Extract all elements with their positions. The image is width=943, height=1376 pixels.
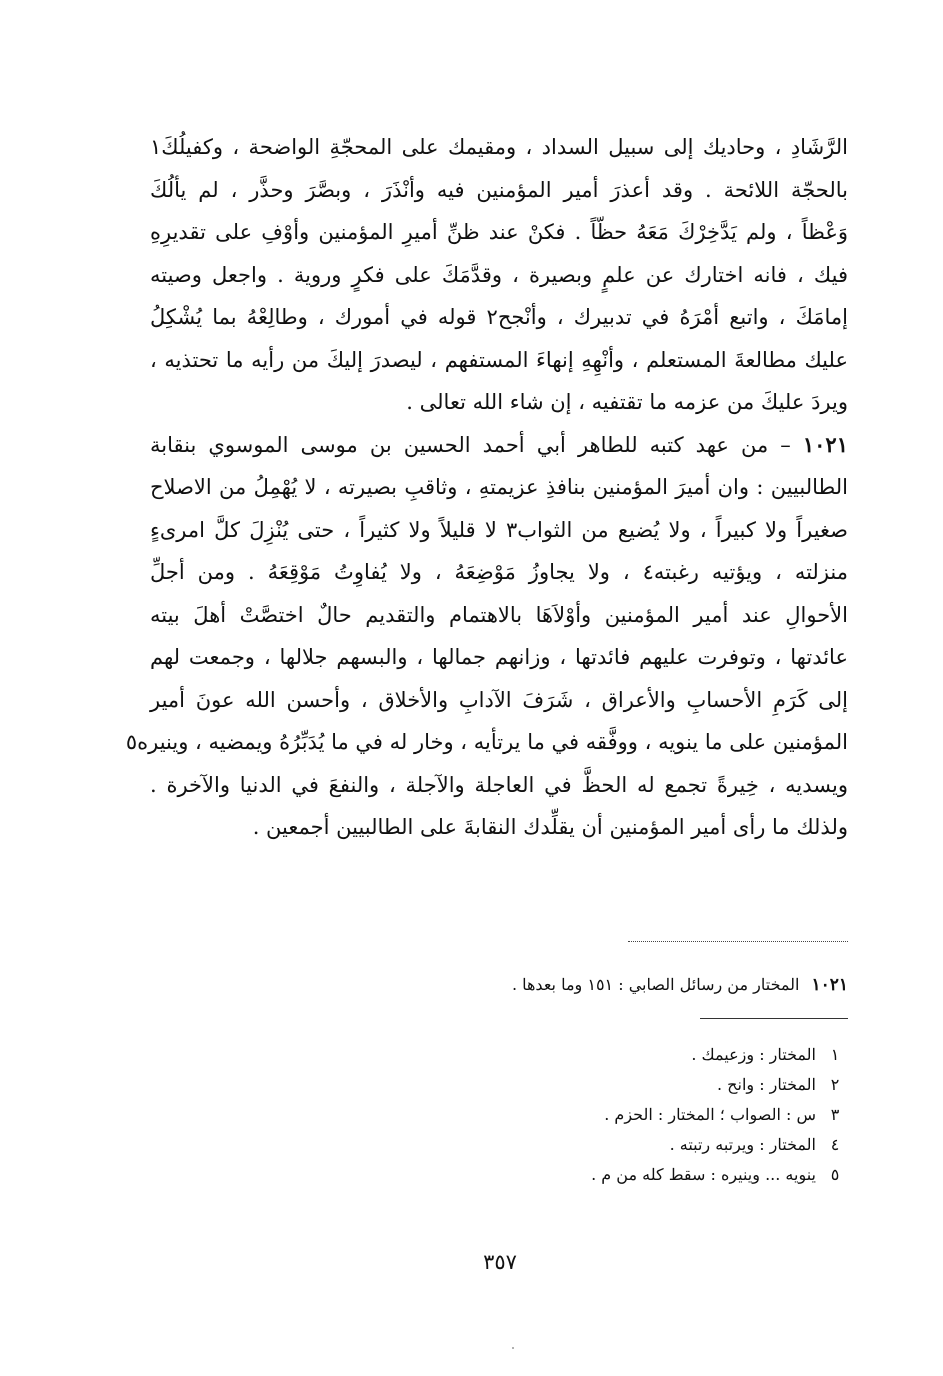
footnote-number: ٥ bbox=[830, 1165, 840, 1184]
dotted-separator bbox=[628, 941, 848, 942]
text-line: الأحوالِ عند أمير المؤمنين وأوْلاَهَا بالاهتمام والتقديم حالٌ اختصَّتْ أهلَ بيته bbox=[150, 602, 848, 627]
footnote bbox=[400, 1100, 848, 1130]
entry-heading-line bbox=[150, 424, 848, 467]
entry-first-line: – من عهد كتبه للطاهر أبي أحمد الحسين بن موسى الموسوي بنقابة bbox=[150, 432, 803, 457]
text-line: وَعْظاً ، ولم يَدَّخِرْكَ مَعَهُ حظّاً . فكنْ عند ظنِّ أميرِ المؤمنين وأوْفِ على تقديرِهِ bbox=[150, 220, 848, 244]
footnote-text: المختار : ويرتبه رتبته . bbox=[669, 1135, 816, 1154]
source-note-text: المختار من رسائل الصابي : ١٥١ وما بعدها . bbox=[511, 975, 800, 994]
main-text bbox=[125, 126, 848, 849]
footnote-number: ٣ bbox=[830, 1105, 840, 1124]
scan-speck bbox=[512, 1347, 514, 1349]
page-number: ٣٥٧ bbox=[483, 1250, 517, 1274]
footnote-number: ١ bbox=[830, 1045, 840, 1064]
text-line: إلى كَرَمِ الأحسابِ والأعراق ، شَرَفَ الآدابِ والأخلاق ، وأحسن الله عونَ أمير bbox=[150, 687, 848, 712]
footnote bbox=[400, 1160, 848, 1190]
text-line: صغيراً ولا كبيراً ، ولا يُضيع من الثواب٣ لا قليلاً ولا كثيراً ، حتى يُنْزِلَ كلَّ امرىءٍ bbox=[150, 517, 848, 542]
text-line: ويسديه ، خِيرةً تجمع له الحظَّ في العاجلة والآجلة ، والنفعَ في الدنيا والآخرة . bbox=[150, 772, 848, 797]
footnotes bbox=[400, 1040, 848, 1190]
footnote-text: ينويه ... وينيره : سقط كله من م . bbox=[591, 1165, 816, 1184]
text-line: عائدتها ، وتوفرت عليهم فائدتها ، وزانهم جمالها ، والبسهم جلالها ، وجمعت لهم bbox=[150, 645, 848, 669]
text-line: ولذلك ما رأى أمير المؤمنين أن يقلِّدك النقابةَ على الطالبيين أجمعين . bbox=[252, 815, 848, 839]
footnote-separator bbox=[700, 1018, 848, 1019]
text-line: فيك ، فانه اختارك عن علمٍ وبصيرة ، وقدَّمَكَ على فكرٍ وروية . واجعل وصيته bbox=[150, 262, 848, 287]
text-line: المؤمنين على ما ينويه ، ووفَّقه في ما يرتأيه ، وخار له في ما يُدَبِّرُهُ ويمضيه ، وينيره٥ bbox=[125, 730, 848, 754]
text-line: منزلته ، ويؤتيه رغبته٤ ، ولا يجاوزُ مَوْضِعَهُ ، ولا يُفاوِتُ مَوْقِعَهُ . ومن أجلِّ bbox=[150, 560, 848, 584]
footnote-number: ٢ bbox=[830, 1075, 840, 1094]
footnote-text: س : الصواب ؛ المختار : الحزم . bbox=[604, 1105, 816, 1124]
footnote-number: ٤ bbox=[830, 1135, 840, 1154]
footnote-text: المختار : وزعيمك . bbox=[691, 1045, 816, 1064]
text-line: بالحجّة اللائحة . وقد أعذرَ أمير المؤمنين فيه وأنْذَرَ ، وبصَّرَ وحذَّر ، لم يألُكَ bbox=[150, 177, 848, 202]
text-line: الطالبيين : وان أميرَ المؤمنين بنافذِ عزيمتهِ ، وثاقبِ بصيرته ، لا يُهْمِلُ من الاصلاح bbox=[150, 475, 848, 499]
entry-number: ١٠٢١ bbox=[802, 431, 848, 457]
footnote bbox=[400, 1040, 848, 1070]
footnote-text: المختار : وانح . bbox=[716, 1075, 816, 1094]
text-line: عليك مطالعةَ المستعلم ، وأنْهِهِ إنهاءَ المستفهم ، ليصدرَ إليكَ من رأيه ما تحتذيه ، bbox=[150, 347, 848, 372]
source-note-number: ١٠٢١ bbox=[811, 975, 848, 995]
source-note bbox=[380, 970, 848, 1000]
footnote bbox=[400, 1130, 848, 1160]
text-line: الرَّشَادِ ، وحاديك إلى سبيل السداد ، ومقيمك على المحجّةِ الواضحة ، وكفيلُكَ١ bbox=[150, 135, 848, 159]
footnote bbox=[400, 1070, 848, 1100]
text-line: إمامَكَ ، واتبع أمْرَهُ في تدبيرك ، وأنْجح٢ قوله في أمورك ، وطالِعْهُ بما يُشْكِلُ bbox=[150, 305, 848, 329]
text-line: ويردَ عليكَ من عزمه ما تقتفيه ، إن شاء الله تعالى . bbox=[406, 390, 848, 414]
